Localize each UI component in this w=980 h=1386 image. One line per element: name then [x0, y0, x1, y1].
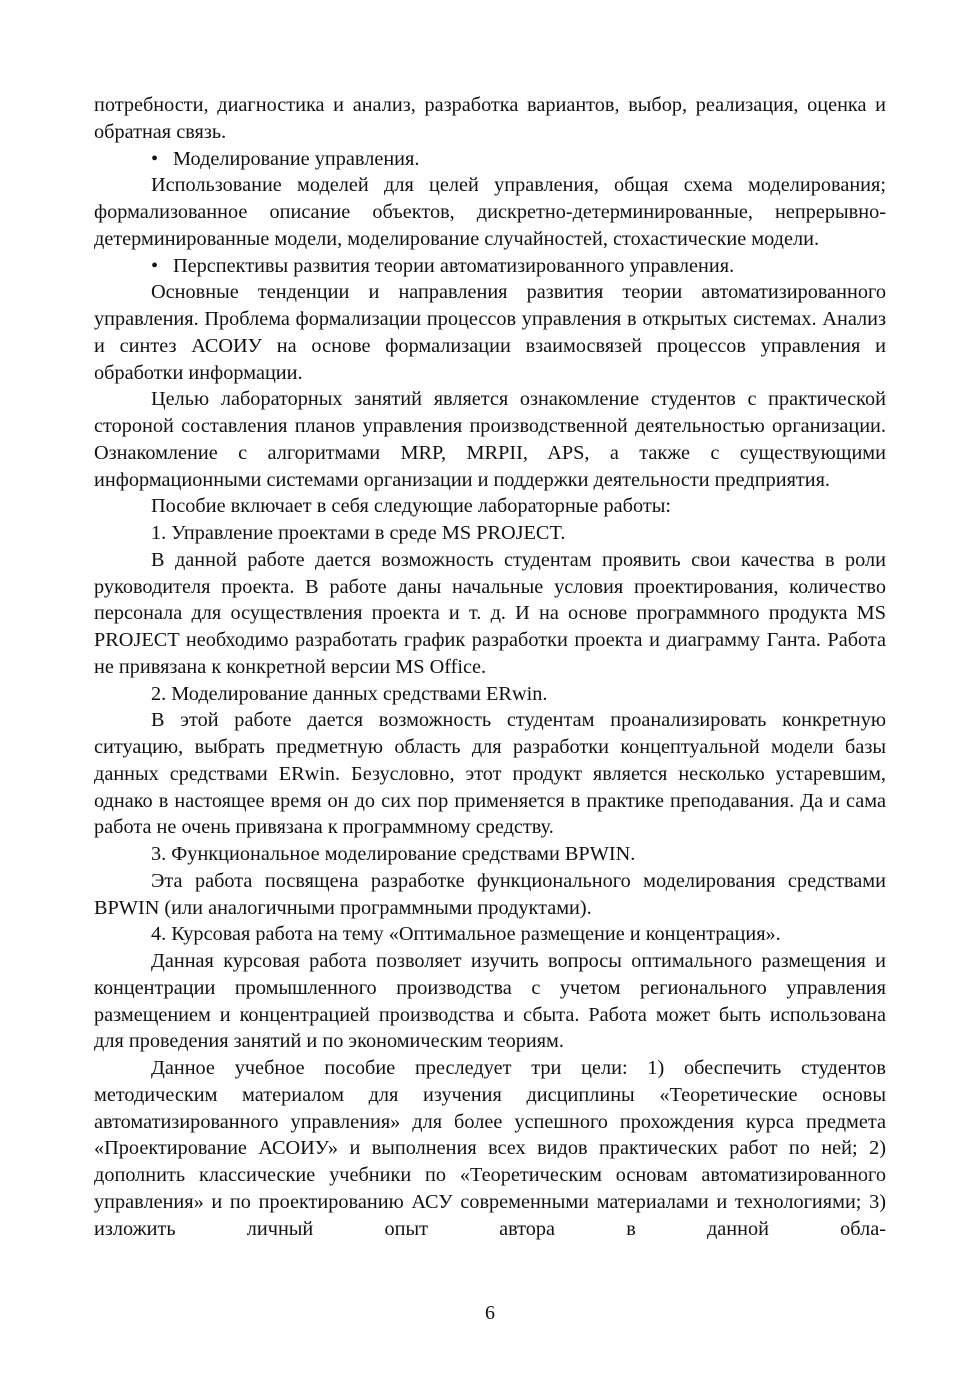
page-number: 6 — [485, 1302, 495, 1324]
bullet-item-modeling — [94, 146, 886, 173]
bullet-item-perspectives — [94, 253, 886, 280]
bullet-text: Перспективы развития теории автоматизированного управления. — [173, 254, 735, 277]
paragraph-modeling-desc: Использование моделей для целей управления, общая схема моделирования; формализованное описание объектов, дискретно-детерминированные, непрерывно-детерминированные модели, моделирование случайностей, стохастические модели. — [94, 174, 886, 250]
paragraph-lab-goal: Целью лабораторных занятий является ознакомление студентов с практической стороной составления планов управления производственной деятельностью организации. Ознакомление с алгоритмами MRP, MRPII, APS, а также с существующими информационными системами организации и поддержки деятельности предприятия. — [94, 388, 886, 491]
page-body — [94, 92, 886, 1242]
lab-item-4-desc: Данная курсовая работа позволяет изучить вопросы оптимального размещения и концентрации промышленного производства с учетом регионального управления размещением и концентрацией производства и сбыта. Работа может быть использована для проведения занятий и по экономическим теориям. — [94, 950, 886, 1053]
bullet-icon: • — [151, 254, 159, 277]
lab-item-3-desc: Эта работа посвящена разработке функционального моделирования средствами BPWIN (или аналогичными программными продуктами). — [94, 869, 886, 919]
bullet-icon: • — [151, 147, 159, 170]
paragraph-trends: Основные тенденции и направления развития теории автоматизированного управления. Проблема формализации процессов управления в открытых системах. Анализ и синтез АСОИУ на основе формализации взаимосвязей процессов управления и обработки информации. — [94, 281, 886, 384]
lab-item-2-title: 2. Моделирование данных средствами ERwin. — [151, 682, 548, 705]
lab-item-3-title: 3. Функциональное моделирование средствами BPWIN. — [151, 843, 636, 865]
paragraph-continuation: потребности, диагностика и анализ, разработка вариантов, выбор, реализация, оценка и обратная связь. — [94, 94, 886, 143]
lab-item-4-title: 4. Курсовая работа на тему «Оптимальное размещение и концентрация». — [151, 923, 781, 946]
paragraph-lab-list-intro: Пособие включает в себя следующие лабораторные работы: — [151, 495, 671, 518]
lab-item-1-title: 1. Управление проектами в среде MS PROJECT. — [151, 522, 566, 544]
lab-item-1-desc: В данной работе дается возможность студентам проявить свои качества в роли руководителя проекта. В работе даны начальные условия проектирования, количество персонала для осуществления проекта и т. д. И на основе программного продукта MS PROJECT необходимо разработать график разработки проекта и диаграмму Ганта. Работа не привязана к конкретной версии MS Office. — [94, 548, 886, 678]
lab-item-2-desc: В этой работе дается возможность студентам проанализировать конкретную ситуацию, выбрать предметную область для разработки концептуальной модели базы данных средствами ERwin. Безусловно, этот продукт является несколько устаревшим, однако в настоящее время он до сих пор применяется в практике преподавания. Да и сама работа не очень привязана к программному средству. — [94, 709, 886, 839]
bullet-text: Моделирование управления. — [173, 147, 420, 170]
paragraph-goals: Данное учебное пособие преследует три цели: 1) обеспечить студентов методическим материалом для изучения дисциплины «Теоретические основы автоматизированного управления» для более успешного прохождения курса предмета «Проектирование АСОИУ» и выполнения всех видов практических работ по ней; 2) дополнить классические учебники по «Теоретическим основам автоматизированного управления» и по проектированию АСУ современными материалами и технологиями; 3) изложить личный опыт автора в данной обла- — [94, 1057, 886, 1240]
